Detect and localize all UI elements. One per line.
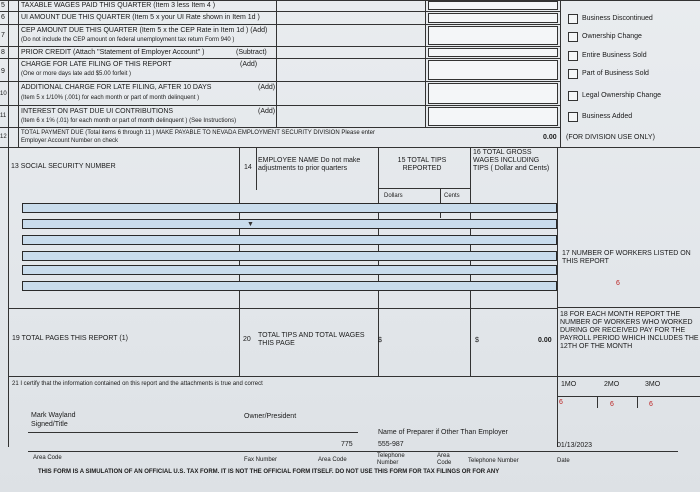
- item-17-label: 17 NUMBER OF WORKERS LISTED ON THIS REPORT: [562, 250, 691, 265]
- checkbox-label: Business Discontinued: [582, 15, 653, 22]
- date-label: Date: [557, 458, 570, 464]
- area-code-label: Area Code: [318, 457, 347, 463]
- line-5-label: TAXABLE WAGES PAID THIS QUARTER (Item 3 less Item 4 ): [21, 2, 216, 9]
- rule: [0, 81, 560, 82]
- line-9-label: CHARGE FOR LATE FILING OF THIS REPORT: [21, 61, 172, 68]
- line-10-amount[interactable]: [428, 83, 558, 104]
- rule: [8, 0, 9, 147]
- line-8-amount[interactable]: [428, 48, 558, 57]
- line-11-op: (Add): [258, 108, 276, 115]
- line-number: 8: [1, 49, 5, 56]
- rule: [557, 307, 700, 308]
- line-number: 6: [1, 14, 5, 21]
- table-row[interactable]: [22, 281, 557, 291]
- rule: [18, 0, 19, 147]
- rule: [239, 147, 240, 377]
- table-row[interactable]: [22, 203, 557, 213]
- item-20-label: TOTAL TIPS AND TOTAL WAGES THIS PAGE: [258, 332, 365, 347]
- line-number: 5: [1, 2, 5, 9]
- checkbox-business-discontinued[interactable]: [568, 14, 578, 24]
- line-10-op: (Add): [258, 84, 276, 91]
- checkbox-label: Legal Ownership Change: [582, 92, 661, 99]
- item-20-currency: $: [475, 337, 479, 344]
- rule: [425, 0, 426, 127]
- rule: [28, 451, 678, 452]
- signer-title: Owner/President: [244, 413, 297, 420]
- line-7-label: CEP AMOUNT DUE THIS QUARTER (Item 5 x the CEP Rate in Item 1d ) (Add): [21, 27, 268, 34]
- date-value: 01/13/2023: [557, 442, 593, 449]
- line-number: 9: [1, 68, 5, 75]
- signature-line: [28, 432, 358, 433]
- line-12-note: Employer Account Number on check: [21, 138, 119, 144]
- table-row[interactable]: [22, 235, 557, 245]
- cents-label: Cents: [444, 193, 460, 199]
- checkbox-label: Ownership Change: [582, 33, 642, 40]
- col-wages-header: 16 TOTAL GROSS WAGES INCLUDING TIPS ( Dollar and Cents): [473, 149, 550, 172]
- table-row[interactable]: [22, 251, 557, 261]
- phone-number: 555-987: [378, 441, 404, 448]
- item-19-label: 19 TOTAL PAGES THIS REPORT (1): [12, 335, 128, 342]
- line-number: 12: [0, 134, 7, 140]
- rule: [256, 147, 257, 190]
- item-20-number: 20: [243, 336, 251, 343]
- telephone-label: Telephone Number: [377, 453, 405, 466]
- line-9-note: (One or more days late add $5.00 forfeit ): [21, 71, 132, 77]
- line-9-amount[interactable]: [428, 60, 558, 80]
- line-number: 7: [1, 32, 5, 39]
- dollars-label: Dollars: [384, 193, 403, 199]
- rule: [0, 11, 560, 12]
- telephone-label: Telephone Number: [468, 458, 519, 464]
- col-ssn-header: 13 SOCIAL SECURITY NUMBER: [11, 163, 116, 170]
- month-2-label: 2MO: [604, 381, 620, 388]
- checkbox-label: Entire Business Sold: [582, 52, 647, 59]
- month-3-value: 6: [649, 401, 653, 408]
- line-6-amount[interactable]: [428, 13, 558, 23]
- dropdown-arrow-icon[interactable]: ▼: [247, 221, 254, 228]
- col-name-number: 14: [244, 164, 252, 171]
- rule: [8, 308, 557, 309]
- month-1-label: 1MO: [561, 381, 577, 388]
- line-number: 10: [0, 91, 7, 97]
- item-20-value: 0.00: [538, 337, 552, 344]
- line-11-note: (Item 6 x 1% (.01) for each month or part of month delinquent ) (See Instructions): [21, 118, 237, 124]
- line-10-note: (Item 5 x 1/10% (.001) for each month or part of month delinquent ): [21, 95, 200, 101]
- table-row[interactable]: [22, 219, 557, 229]
- checkbox-part-business-sold[interactable]: [568, 69, 578, 79]
- rule: [0, 24, 560, 25]
- checkbox-label: Part of Business Sold: [582, 70, 649, 77]
- checkbox-label: Business Added: [582, 113, 633, 120]
- rule: [0, 0, 700, 1]
- rule: [557, 396, 700, 397]
- checkbox-entire-business-sold[interactable]: [568, 51, 578, 61]
- item-17-value: 6: [616, 280, 620, 287]
- month-3-label: 3MO: [645, 381, 661, 388]
- rule: [560, 0, 561, 147]
- rule: [470, 147, 471, 377]
- checkbox-legal-ownership-change[interactable]: [568, 91, 578, 101]
- month-2-value: 6: [610, 401, 614, 408]
- division-use-label: (FOR DIVISION USE ONLY): [566, 134, 655, 141]
- rule: [557, 147, 558, 447]
- rule: [597, 396, 598, 408]
- month-1-value: 6: [559, 399, 563, 406]
- line-10-label: ADDITIONAL CHARGE FOR LATE FILING, AFTER 10 DAYS: [21, 84, 212, 91]
- table-row[interactable]: [22, 265, 557, 275]
- line-6-label: UI AMOUNT DUE THIS QUARTER (Item 5 x your UI Rate shown in Item 1d ): [21, 14, 260, 21]
- checkbox-business-added[interactable]: [568, 112, 578, 122]
- item-20-currency: $: [378, 337, 382, 344]
- checkbox-ownership-change[interactable]: [568, 32, 578, 42]
- area-code-label: Area Code: [437, 453, 452, 466]
- footer-disclaimer: THIS FORM IS A SIMULATION OF AN OFFICIAL U.S. TAX FORM. IT IS NOT THE OFFICIAL FORM ITSELF. DO NOT USE THIS FORM FOR TAX FILINGS OR FOR ANY: [38, 469, 500, 475]
- line-5-amount[interactable]: [428, 1, 558, 10]
- rule: [0, 46, 560, 47]
- line-number: 11: [0, 113, 7, 119]
- line-8-op: (Subtract): [236, 49, 267, 56]
- rule: [0, 105, 560, 106]
- line-7-amount[interactable]: [428, 26, 558, 45]
- total-payment-value: 0.00: [543, 134, 557, 141]
- line-11-amount[interactable]: [428, 107, 558, 126]
- rule: [0, 127, 560, 128]
- certification-text: 21 I certify that the information contained on this report and the attachments is true and correct: [12, 381, 263, 387]
- line-9-op: (Add): [240, 61, 258, 68]
- item-18-label: 18 FOR EACH MONTH REPORT THE NUMBER OF WORKERS WHO WORKED DURING OR RECEIVED PAY FOR THE PAYROLL PERIOD WHICH INCLUDES THE 12TH OF THE MONTH: [560, 311, 699, 350]
- rule: [378, 188, 470, 189]
- line-8-label: PRIOR CREDIT (Attach "Statement of Employer Account" ): [21, 49, 205, 56]
- line-11-label: INTEREST ON PAST DUE UI CONTRIBUTIONS: [21, 108, 174, 115]
- fax-label: Fax Number: [244, 457, 278, 463]
- line-12-label: TOTAL PAYMENT DUE (Total items 6 through 11 ) MAKE PAYABLE TO NEVADA EMPLOYMENT SECURITY DIVISION Please enter: [21, 130, 376, 136]
- rule: [0, 58, 560, 59]
- col-tips-header: 15 TOTAL TIPS REPORTED: [397, 157, 447, 172]
- rule: [8, 147, 9, 447]
- signer-name: Mark Wayland: [31, 412, 76, 419]
- phone-prefix: 775: [341, 441, 353, 448]
- line-7-note: (Do not include the CEP amount on federal unemployment tax return Form 940 ): [21, 37, 235, 43]
- col-name-header: EMPLOYEE NAME Do not make adjustments to prior quarters: [258, 157, 361, 172]
- preparer-label: Name of Preparer if Other Than Employer: [378, 429, 508, 436]
- rule: [8, 376, 700, 377]
- rule: [0, 147, 700, 148]
- rule: [276, 0, 277, 127]
- area-code-label: Area Code: [33, 455, 62, 461]
- rule: [637, 396, 638, 408]
- signed-title-label: Signed/Title: [31, 421, 68, 428]
